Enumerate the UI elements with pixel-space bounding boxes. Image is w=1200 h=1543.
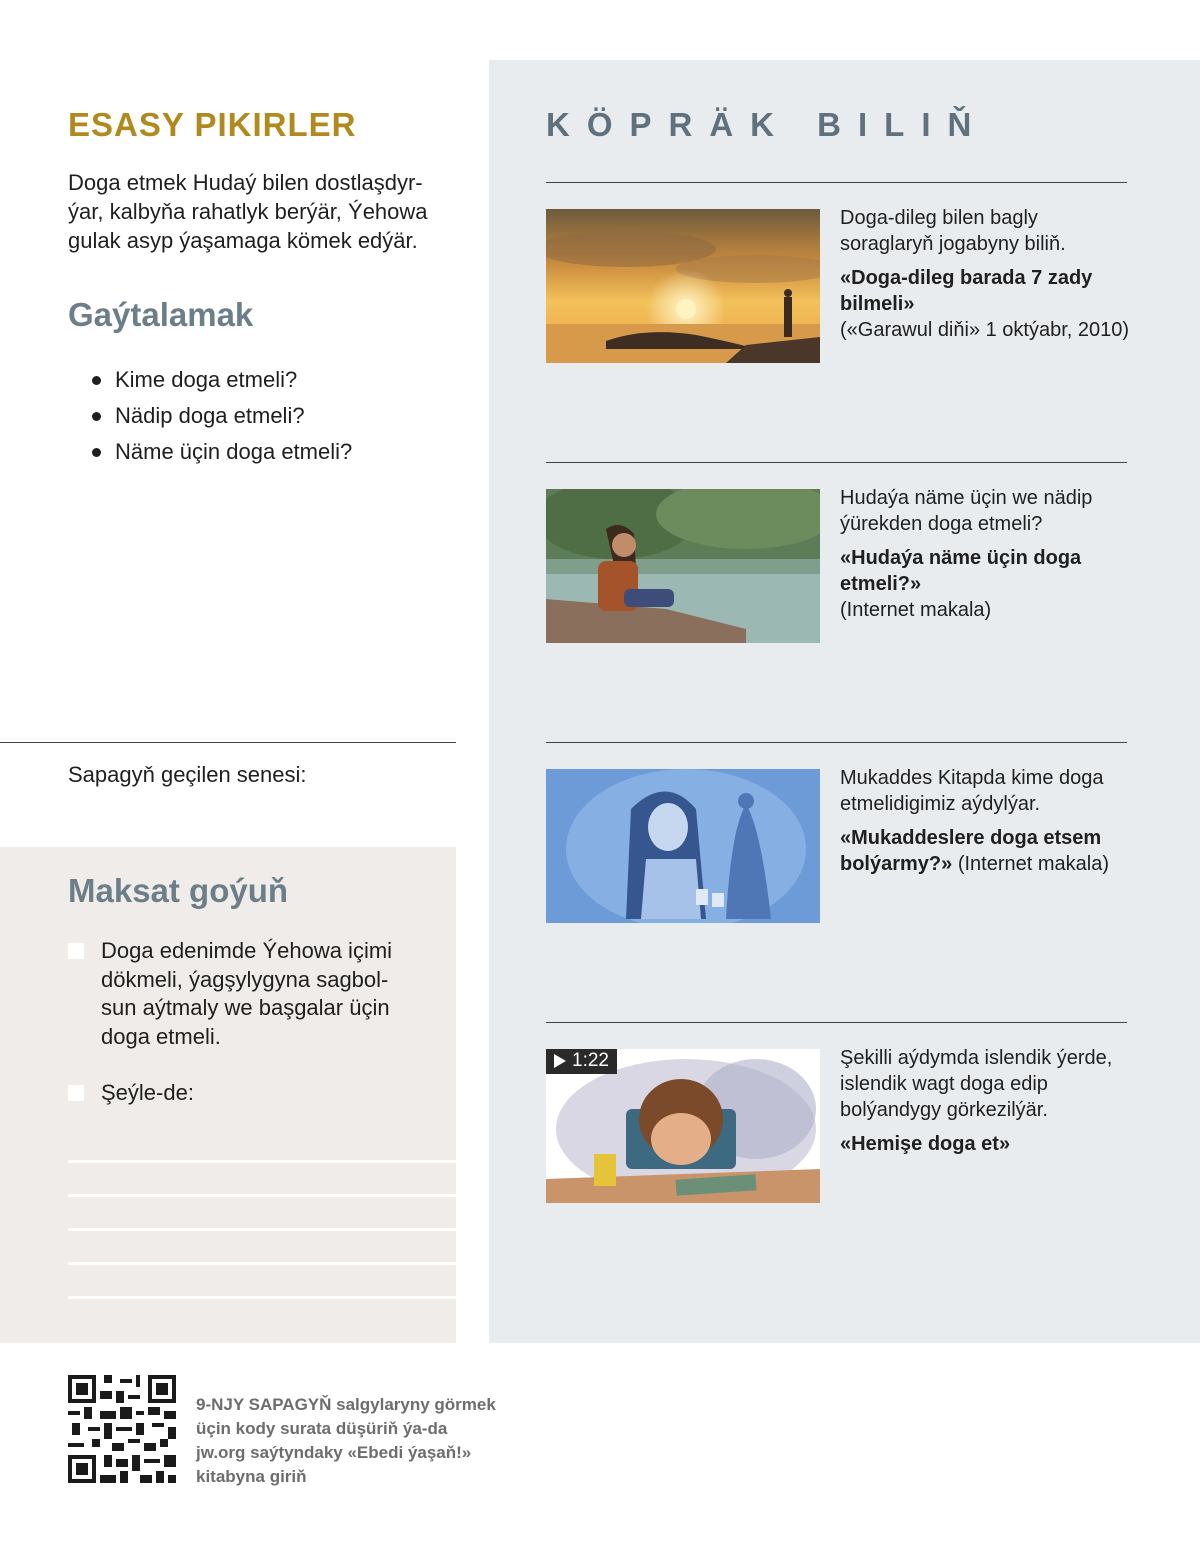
divider [546,1022,1127,1023]
woman-praying-statue-image[interactable] [546,769,820,923]
checkbox[interactable] [68,943,84,959]
item-title-link[interactable]: «Doga-dileg barada 7 zady bilmeli» [840,267,1093,315]
review-item [92,398,352,434]
item-description: Doga-dileg bilen bagly soraglaryň jogabyny biliň. [840,207,1066,255]
writing-line [68,1160,456,1163]
divider [0,742,456,743]
learn-more-item[interactable] [840,765,1130,877]
woman-by-river-image[interactable] [546,489,820,643]
date-label: Sapagyň geçilen senesi: [68,762,307,787]
writing-line [68,1262,456,1265]
item-title-link[interactable]: «Hemişe doga et» [840,1133,1011,1155]
item-description: Şekilli aýdymda islendik ýerde, islendik wagt doga edip bolýandygy görkezilýär. [840,1047,1113,1121]
writing-line [68,1194,456,1197]
item-source: («Garawul diňi» 1 oktýabr, 2010) [840,319,1130,341]
goal-item[interactable] [68,937,413,1051]
goal-item-text: Şeýle-de: [101,1080,194,1105]
writing-line [68,1228,456,1231]
checkbox[interactable] [68,1085,84,1101]
goal-title: Maksat goýuň [68,872,289,909]
goal-item[interactable] [68,1079,194,1108]
learn-more-item[interactable] [840,485,1130,623]
review-title: Gaýtalamak [68,296,254,333]
divider [546,742,1127,743]
review-item-text: Kime doga etmeli? [115,367,298,392]
key-points-text: Doga etmek Hudaý bilen dostlaşdyr-ýar, kalbyňa rahatlyk berýär, Ýehowa gulak asyp ýaşamaga kömek edýär. [68,170,428,253]
review-item-text: Näme üçin doga etmeli? [115,439,353,464]
key-points-title: ESASY PIKIRLER [68,106,357,143]
sunset-lake-image[interactable] [546,209,820,363]
goal-item-text: Doga edenimde Ýehowa içimi dökmeli, ýagşylygyna sagbol-sun aýtmaly we başgalar üçin doga etmeli. [101,938,393,1049]
bullet-icon [92,376,101,385]
item-description: Hudaýa näme üçin we nädip ýürekden doga etmeli? [840,487,1093,535]
footer-text: 9-NJY SAPAGYŇ salgylaryny görmek üçin kody surata düşüriň ýa-da jw.org saýtyndaky «Ebedi ýaşaň!» kitabyna giriň [196,1395,496,1486]
item-title-link[interactable]: «Mukaddeslere doga etsem bolýarmy?» [840,827,1102,875]
review-list [92,362,352,470]
qr-code-icon[interactable] [68,1375,176,1483]
item-description: Mukaddes Kitapda kime doga etmelidigimiz aýdylýar. [840,767,1104,815]
item-title-link[interactable]: «Hudaýa näme üçin doga etmeli?» [840,547,1082,595]
bullet-icon [92,448,101,457]
divider [546,182,1127,183]
learn-more-title: KÖPRÄK BILIŇ [546,106,989,143]
writing-line [68,1296,456,1299]
learn-more-item[interactable] [840,1045,1130,1157]
duration-text: 1:22 [572,1050,609,1071]
review-item [92,434,352,470]
play-icon [554,1054,566,1068]
bullet-icon [92,412,101,421]
item-source: (Internet makala) [957,853,1109,875]
item-source: (Internet makala) [840,599,992,621]
learn-more-item[interactable] [840,205,1130,343]
review-item [92,362,352,398]
video-duration-badge[interactable] [546,1049,617,1074]
review-item-text: Nädip doga etmeli? [115,403,305,428]
divider [546,462,1127,463]
